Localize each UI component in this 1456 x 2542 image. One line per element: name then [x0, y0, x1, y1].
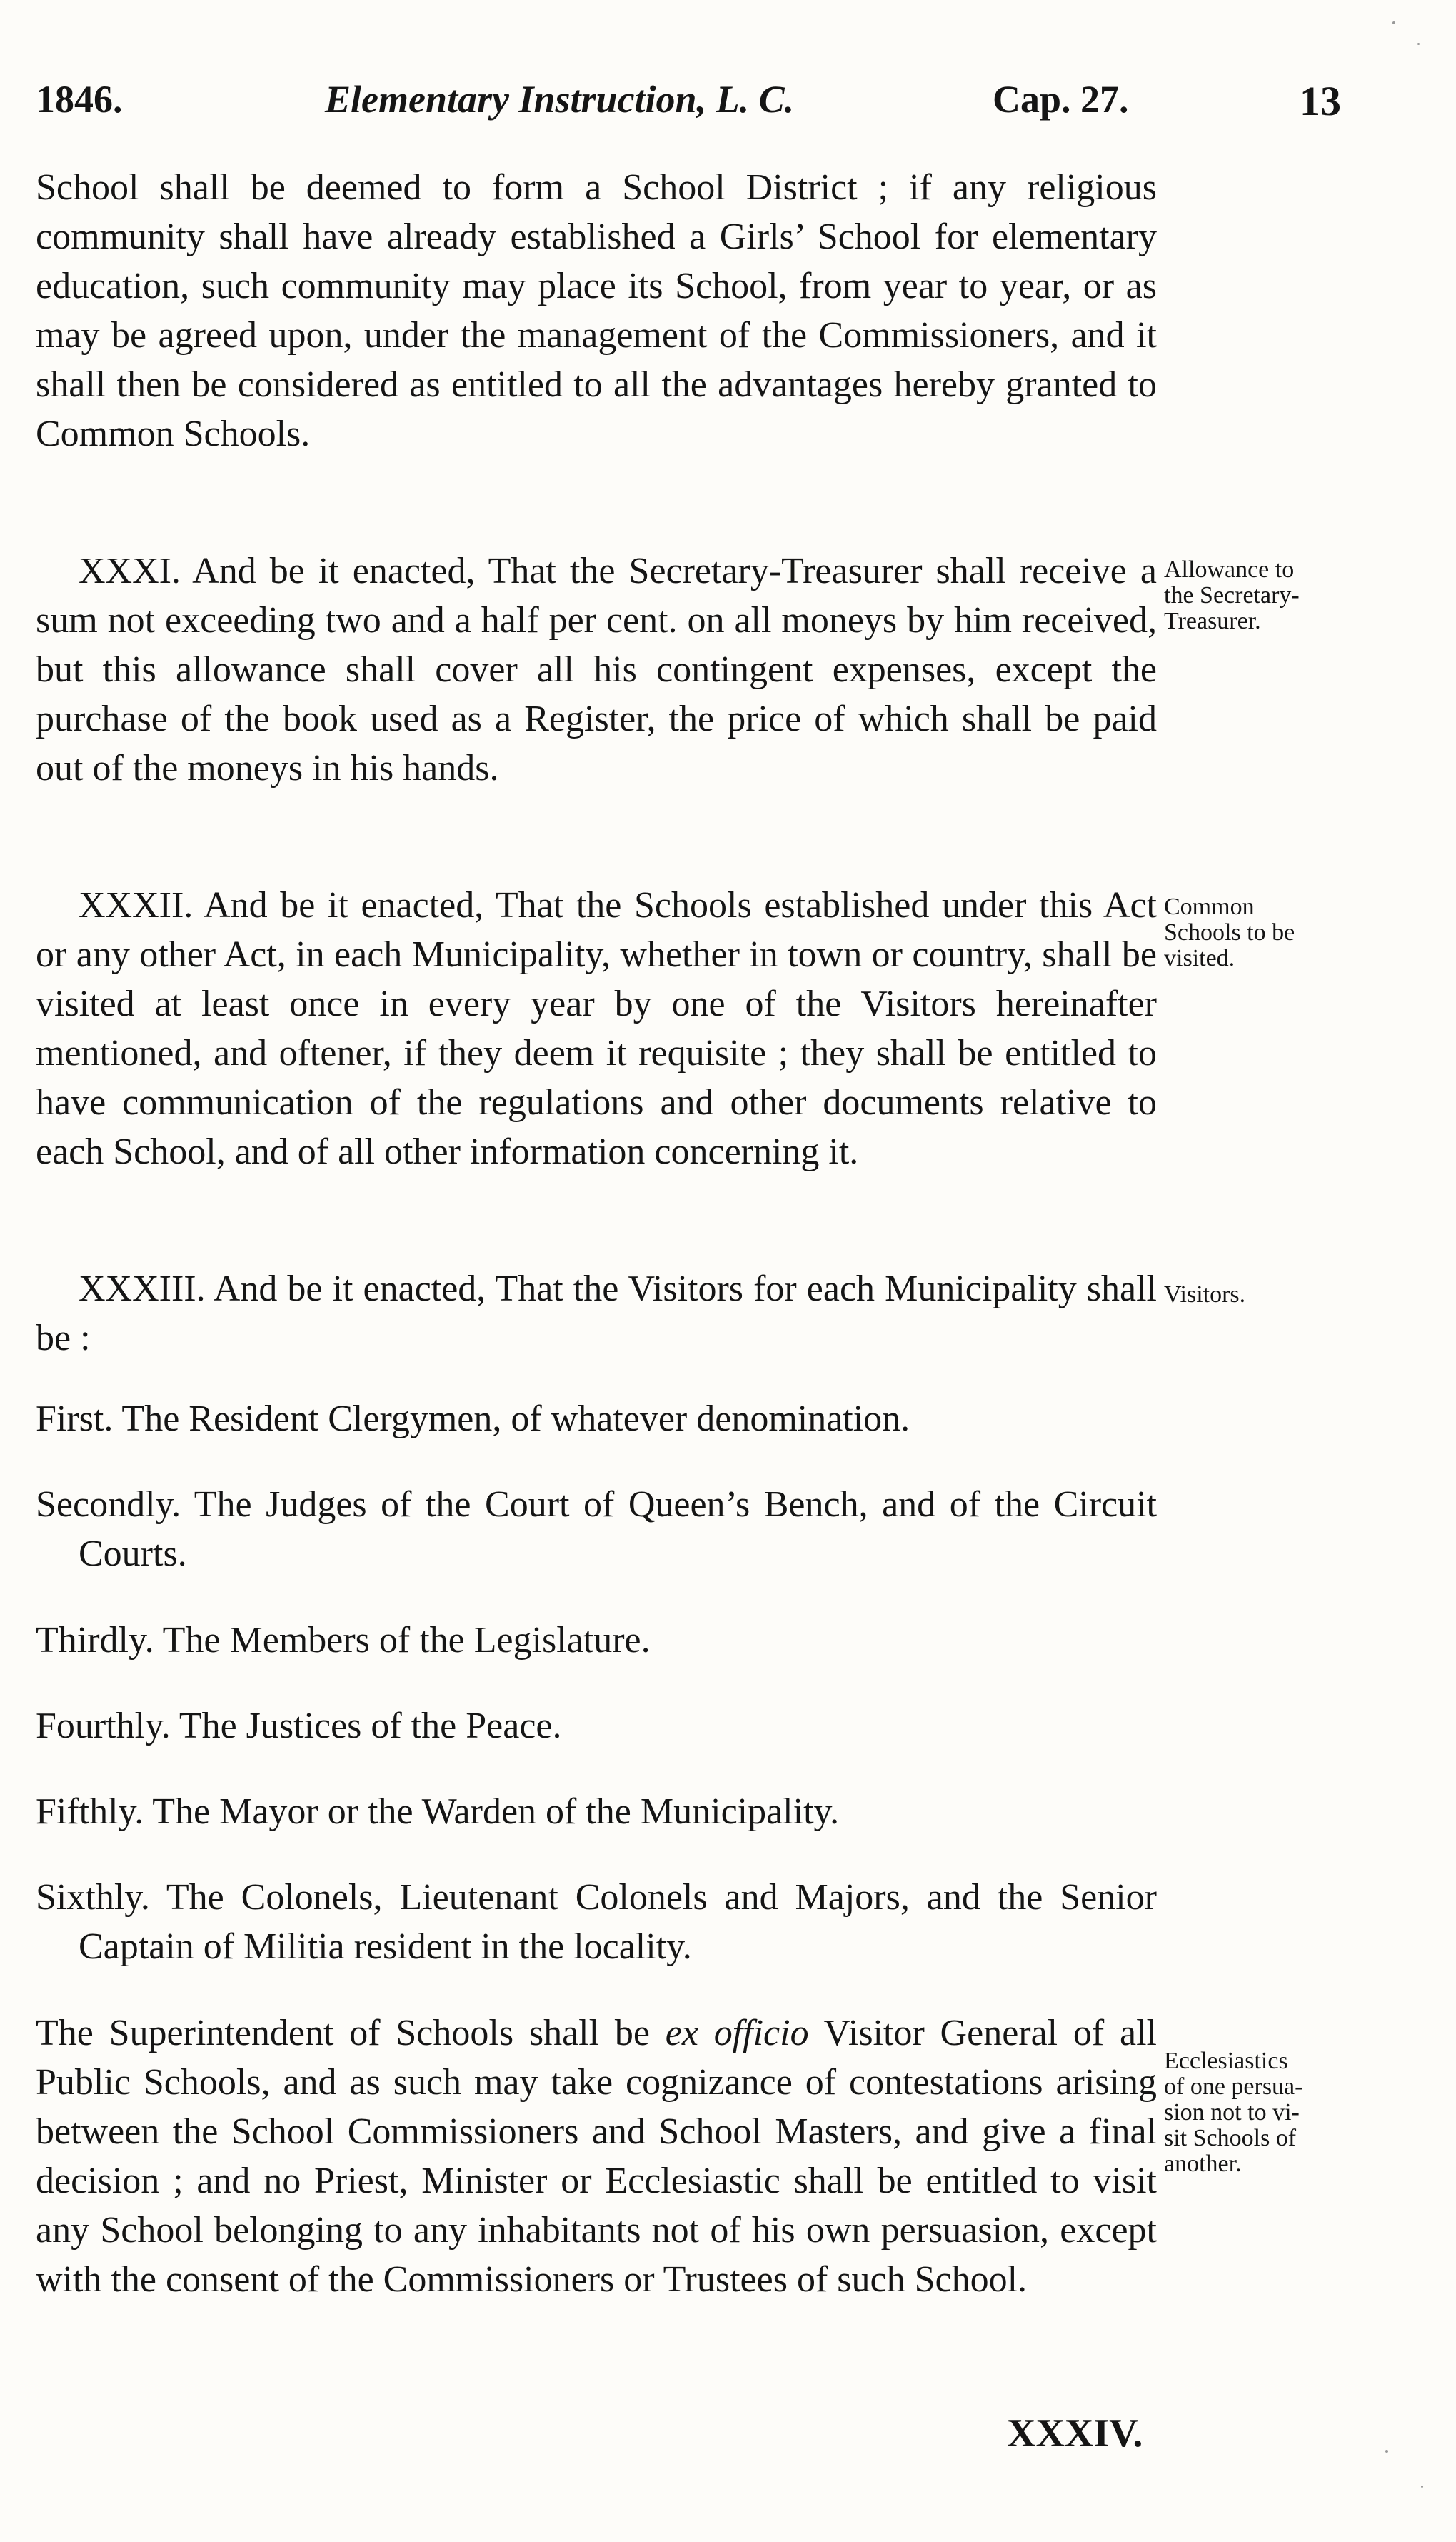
paragraph-text [36, 2008, 1157, 2304]
visitor-item-first [36, 1394, 1157, 1443]
margin-note-line: sit Schools of [1164, 2125, 1297, 2151]
section-xxxii [36, 881, 1157, 1176]
section-xxxiii [36, 1264, 1157, 1363]
margin-note-line: Treasurer. [1164, 608, 1261, 634]
section-xxxi [36, 546, 1157, 793]
scan-speck [1421, 2486, 1423, 2488]
margin-note-line: of one persua- [1164, 2073, 1303, 2100]
visitor-item-second [36, 1480, 1157, 1578]
paragraph-text: XXXII. And be it enacted, That the Schools established under this Act or any other Act, in each Municipality, whether in town or country, shall be visited at least once in every year by one of the Visitors hereinafter mentioned, and oftener, if they deem it requisite ; they shall be entitled to have communication of the regulations and other documents relative to each School, and of all other information concerning it. [36, 885, 1157, 1172]
margin-note-line: Ecclesiastics [1164, 2048, 1288, 2074]
list-item: First. The Resident Clergymen, of whatever denomination. [36, 1398, 910, 1439]
list-item: Fifthly. The Mayor or the Warden of the Municipality. [36, 1791, 840, 1832]
paragraph-text-rest: Visitor General of all Public Schools, and as such may take cognizance of contestations arising between the School Commissioners and School Masters, and give a final decision ; and no Priest, Minister or Ecclesiastic shall be entitled to visit any School belonging to any inhabitants not of his own persuasion, except with the consent of the Commissioners or Trustees of such School. [36, 2013, 1158, 2300]
page-number: 13 [1300, 78, 1341, 124]
list-item: Thirdly. The Members of the Legislature. [36, 1620, 651, 1661]
section-superintendent [36, 2008, 1157, 2304]
header-chapter: Cap. 27. [993, 78, 1129, 121]
scan-speck [1385, 2450, 1388, 2453]
margin-note-ecclesiastics [1164, 2048, 1371, 2177]
list-item: Secondly. The Judges of the Court of Queen’s Bench, and of the Circuit Courts. [36, 1484, 1157, 1574]
paragraph-text: XXXIII. And be it enacted, That the Visitors for each Municipality shall be : [36, 1269, 1157, 1358]
margin-note-allowance [1164, 557, 1371, 634]
list-item: Fourthly. The Justices of the Peace. [36, 1706, 562, 1746]
visitor-item-fourth [36, 1701, 1157, 1751]
visitor-item-third [36, 1616, 1157, 1665]
scan-speck [1417, 43, 1420, 45]
margin-note-visitors [1164, 1282, 1371, 1308]
list-item: Sixthly. The Colonels, Lieutenant Colonels and Majors, and the Senior Captain of Militia resident in the locality. [36, 1877, 1157, 1967]
margin-note-line: another. [1164, 2151, 1242, 2177]
margin-note-line: Visitors. [1164, 1281, 1246, 1308]
margin-note-line: Common [1164, 894, 1255, 920]
margin-note-line: sion not to vi- [1164, 2099, 1300, 2126]
header-year: 1846. [36, 78, 123, 121]
paragraph-text-start: The Superintendent of Schools shall be [36, 2013, 666, 2053]
margin-note-line: Allowance to [1164, 556, 1295, 583]
margin-note-line: visited. [1164, 945, 1235, 971]
paragraph-text: School shall be deemed to form a School District ; if any religious community shall have already established a Girls’ School for elementary education, such community may place its School, from year to year, or as may be agreed upon, under the management of the Commissioners, and it shall then be considered as entitled to all the advantages hereby granted to Common Schools. [36, 167, 1157, 454]
header-title: Elementary Instruction, L. C. [325, 78, 795, 121]
paragraph-text: XXXI. And be it enacted, That the Secretary-Treasurer shall receive a sum not exceeding two and a half per cent. on all moneys by him received, but this allowance shall cover all his contingent expenses, except the purchase of the book used as a Register, the price of which shall be paid out of the moneys in his hands. [36, 551, 1157, 789]
visitor-item-fifth [36, 1787, 1157, 1836]
margin-note-line: Schools to be [1164, 919, 1295, 946]
visitor-item-sixth [36, 1873, 1157, 1971]
margin-note-line: the Secretary- [1164, 582, 1300, 609]
paragraph-continuation [36, 163, 1157, 459]
catchword: XXXIV. [1007, 2411, 1143, 2456]
scan-speck [1392, 21, 1395, 24]
margin-note-common-schools [1164, 894, 1371, 971]
ex-officio-italic: ex officio [665, 2013, 809, 2053]
